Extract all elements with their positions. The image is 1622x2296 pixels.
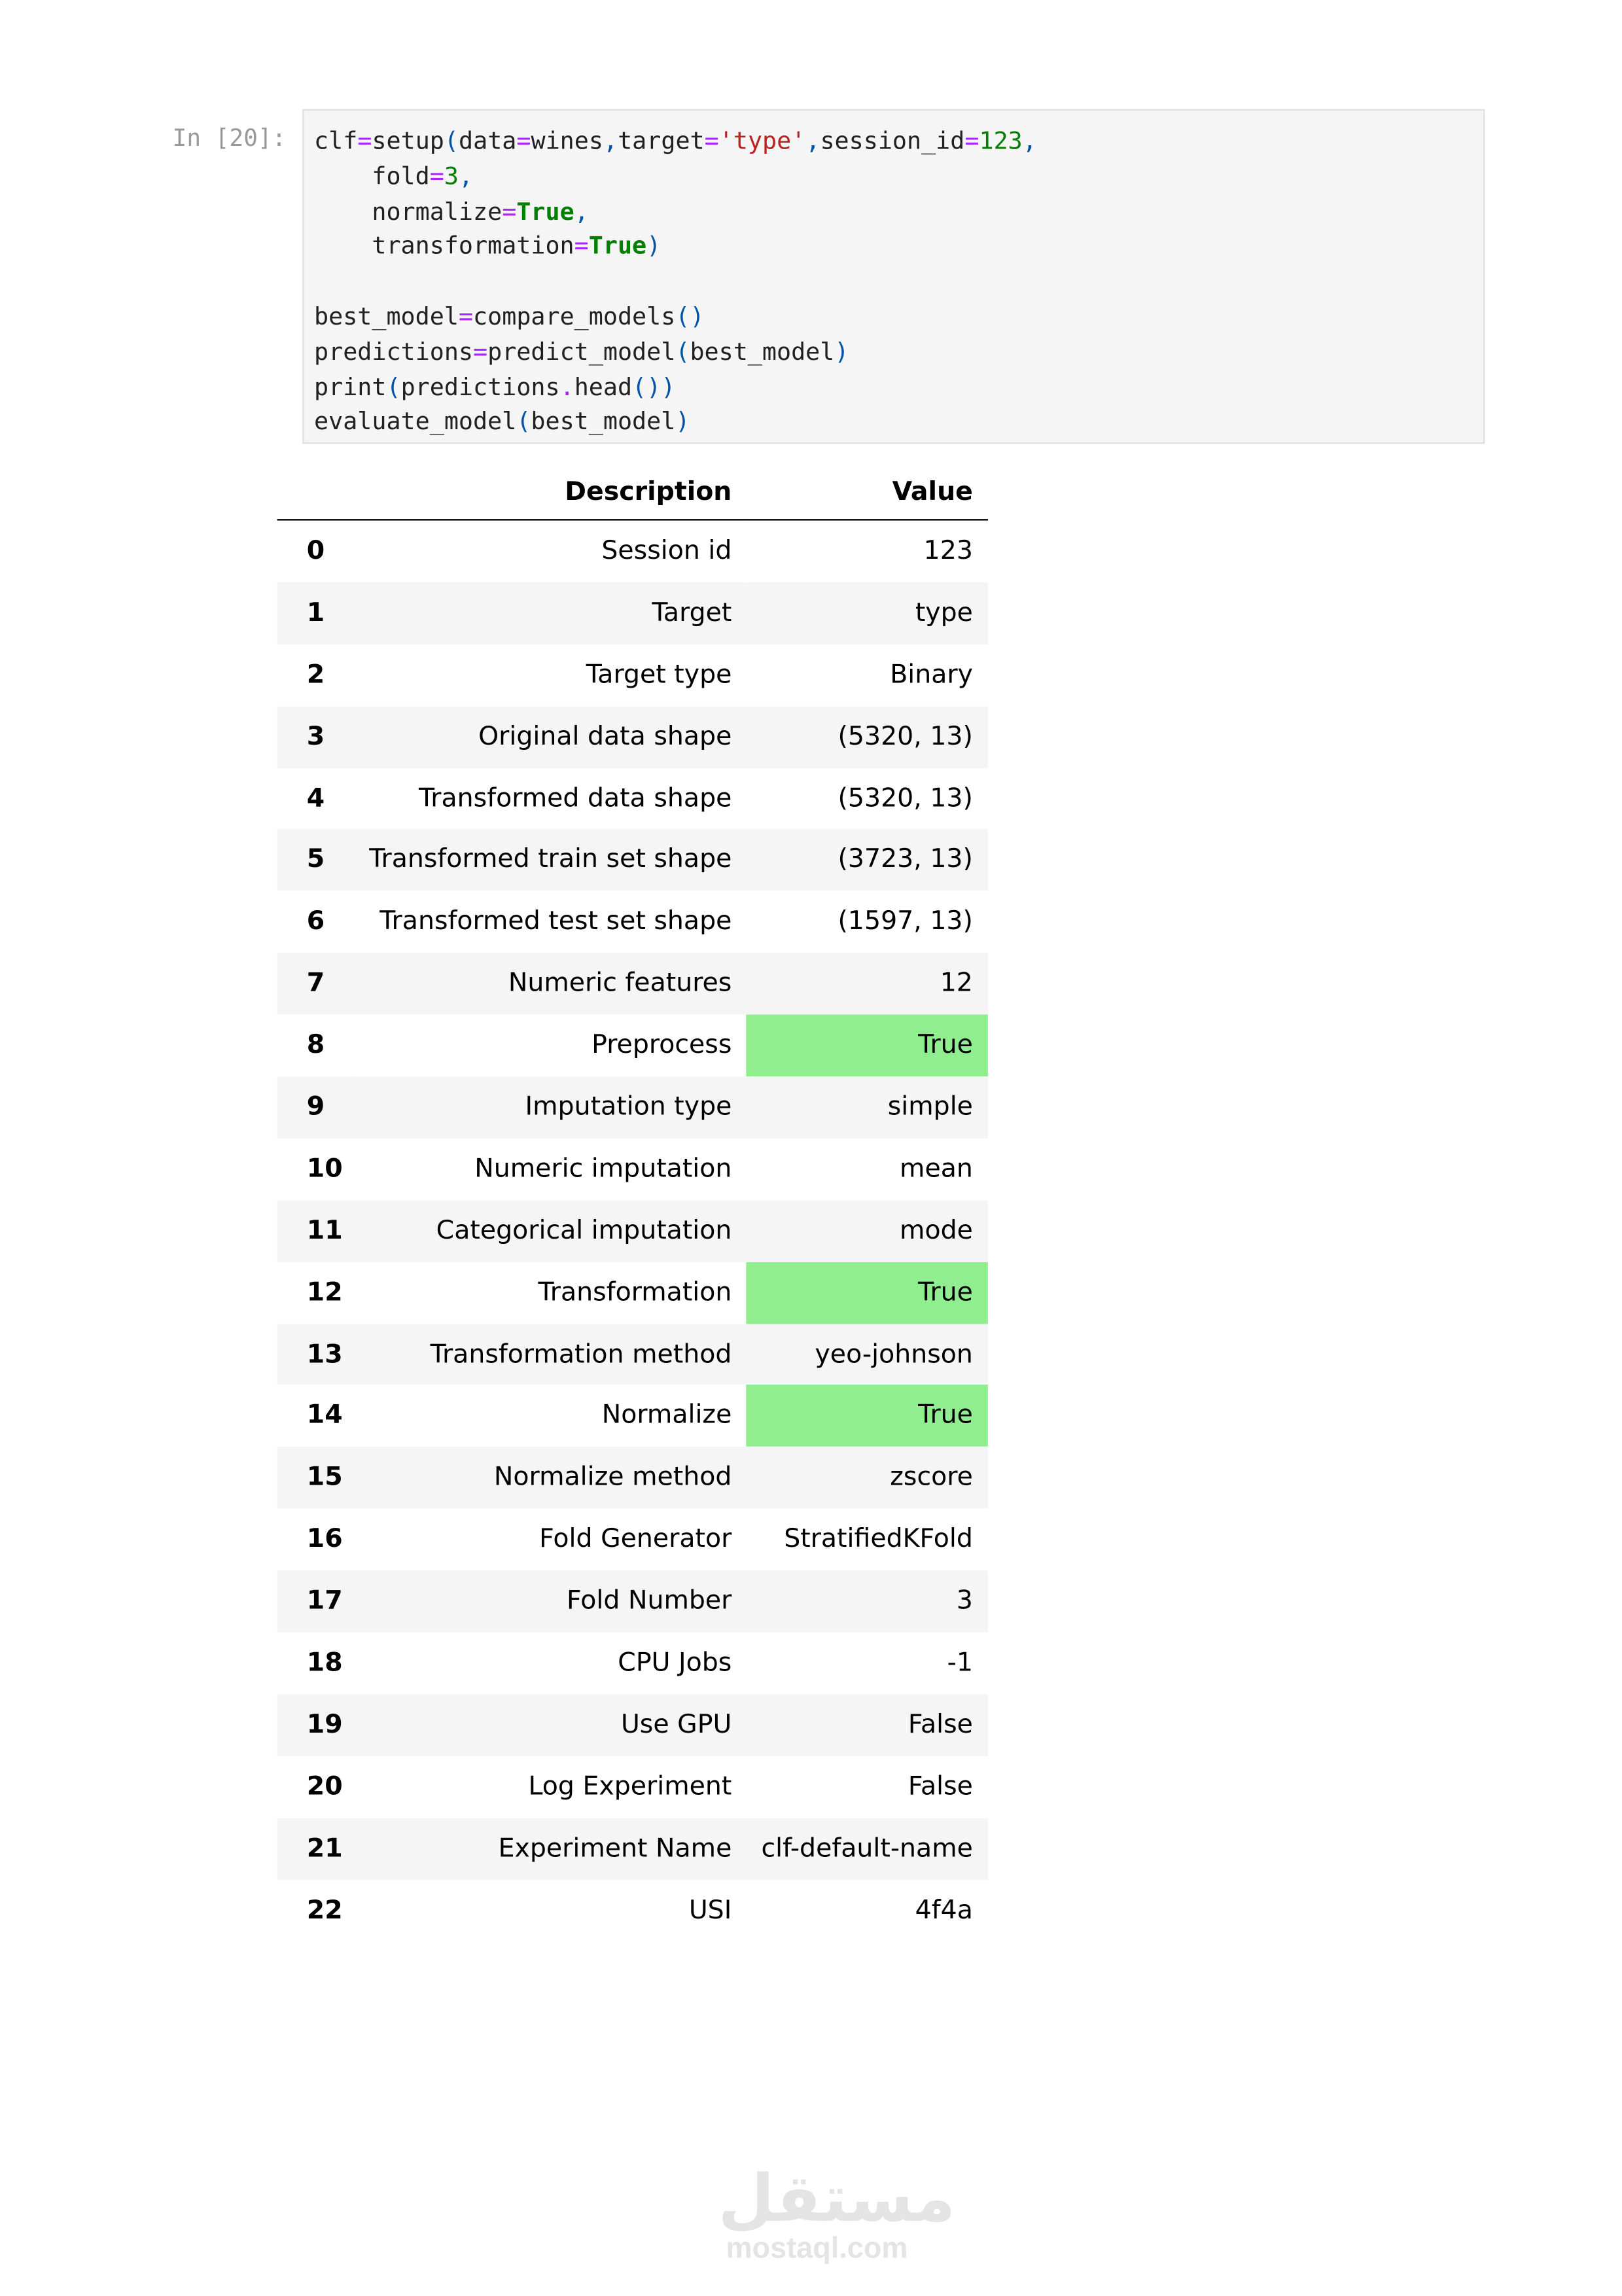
code-token: predictions <box>314 337 474 366</box>
row-description: Numeric imputation <box>474 1154 732 1184</box>
row-index: 16 <box>306 1525 343 1555</box>
table-row <box>277 1818 988 1879</box>
row-index: 1 <box>277 582 355 644</box>
code-token: , <box>458 162 474 190</box>
row-description: Fold Generator <box>539 1525 732 1555</box>
row-value: mean <box>900 1154 973 1184</box>
table-row <box>277 1076 988 1138</box>
watermark-text: mostaql.com <box>726 2232 908 2265</box>
header-index <box>277 466 355 520</box>
watermark-logo: مستقل <box>718 2161 956 2237</box>
row-value: 3 <box>747 1570 988 1632</box>
row-description: Preprocess <box>591 1031 732 1061</box>
row-value: True <box>747 1385 988 1447</box>
row-value: clf-default-name <box>747 1818 988 1879</box>
code-token: wines <box>531 126 603 155</box>
row-value: Binary <box>890 660 973 690</box>
code-token: = <box>502 197 517 225</box>
table-header-row <box>277 466 988 520</box>
row-value: mode <box>747 1200 988 1262</box>
row-description: Log Experiment <box>528 1772 732 1802</box>
table-row <box>277 1633 988 1694</box>
table-row <box>277 1570 988 1632</box>
row-value: (1597, 13) <box>837 907 973 937</box>
code-token: session_id <box>820 126 965 155</box>
code-token: 'type' <box>718 126 806 155</box>
code-token: clf <box>314 126 358 155</box>
row-index: 2 <box>306 660 325 690</box>
row-index: 20 <box>306 1772 343 1802</box>
row-index: 6 <box>306 907 325 937</box>
table-row <box>277 582 988 644</box>
code-token: predictions <box>400 372 560 401</box>
code-token: target <box>618 126 705 155</box>
row-index: 5 <box>277 830 355 891</box>
code-token: , <box>603 126 618 155</box>
row-description: Transformed train set shape <box>355 830 747 891</box>
code-editor[interactable] <box>314 124 1037 440</box>
table-row <box>277 644 988 705</box>
row-index: 0 <box>306 537 325 567</box>
code-token: = <box>516 126 531 155</box>
code-token: , <box>1022 126 1037 155</box>
code-token: ( <box>675 337 690 366</box>
row-description: USI <box>688 1896 732 1926</box>
code-token: = <box>357 126 372 155</box>
row-description: Numeric features <box>355 953 747 1014</box>
code-token: predict_model <box>487 337 676 366</box>
row-value: False <box>908 1772 973 1802</box>
code-token: = <box>429 162 444 190</box>
table-row <box>277 706 988 768</box>
table-row <box>277 1324 988 1385</box>
code-token: ) <box>675 407 690 436</box>
table-row <box>277 1447 988 1509</box>
row-description: Normalize <box>601 1401 732 1431</box>
code-token: = <box>964 126 979 155</box>
code-token: = <box>458 302 474 330</box>
code-token: ( <box>516 407 531 436</box>
code-token: ) <box>646 232 661 260</box>
row-description: Fold Number <box>355 1570 747 1632</box>
row-description: Session id <box>601 537 732 567</box>
row-value: True <box>747 1015 988 1076</box>
code-token: best_model <box>531 407 676 436</box>
row-value: type <box>747 582 988 644</box>
code-token: evaluate_model <box>314 407 517 436</box>
header-value: Value <box>747 466 988 520</box>
code-token: 123 <box>979 126 1023 155</box>
row-value: (5320, 13) <box>747 706 988 768</box>
row-index: 7 <box>277 953 355 1014</box>
table-row <box>277 953 988 1014</box>
row-description: Target type <box>586 660 732 690</box>
row-value: 4f4a <box>915 1896 973 1926</box>
row-value: zscore <box>747 1447 988 1509</box>
row-value: -1 <box>947 1648 973 1678</box>
code-token: () <box>675 302 705 330</box>
row-index: 4 <box>306 783 325 813</box>
row-description: CPU Jobs <box>618 1648 732 1678</box>
code-token: setup <box>372 126 444 155</box>
row-value: yeo-johnson <box>747 1324 988 1385</box>
code-token: ) <box>834 337 849 366</box>
row-index: 9 <box>277 1076 355 1138</box>
code-token: , <box>805 126 820 155</box>
row-value: 123 <box>923 537 973 567</box>
table-row <box>277 891 988 953</box>
code-token: = <box>704 126 719 155</box>
row-description: Use GPU <box>355 1694 747 1756</box>
table-row <box>277 1015 988 1076</box>
row-description: Target <box>355 582 747 644</box>
table-row <box>277 768 988 829</box>
row-description: Transformation method <box>355 1324 747 1385</box>
code-token: , <box>574 197 589 225</box>
row-index: 21 <box>277 1818 355 1879</box>
row-value: True <box>747 1262 988 1323</box>
row-index: 10 <box>306 1154 343 1184</box>
code-token: 3 <box>444 162 459 190</box>
code-token: . <box>559 372 574 401</box>
row-description: Experiment Name <box>355 1818 747 1879</box>
code-token: fold <box>314 162 430 190</box>
row-description: Categorical imputation <box>355 1200 747 1262</box>
table-row <box>277 1756 988 1818</box>
row-description: Transformed data shape <box>418 783 732 813</box>
row-description: Transformed test set shape <box>379 907 732 937</box>
setup-output-table <box>277 466 988 1941</box>
code-token: = <box>473 337 488 366</box>
row-index: 17 <box>277 1570 355 1632</box>
row-value: 12 <box>747 953 988 1014</box>
table-row <box>277 1139 988 1200</box>
row-value: StratifiedKFold <box>784 1525 973 1555</box>
code-token: True <box>516 197 574 225</box>
row-index: 18 <box>306 1648 343 1678</box>
code-token: compare_models <box>473 302 676 330</box>
code-token: ( <box>386 372 401 401</box>
code-token: data <box>459 126 517 155</box>
table-row <box>277 830 988 891</box>
row-value: (3723, 13) <box>747 830 988 891</box>
code-token: ( <box>444 126 459 155</box>
row-index: 12 <box>306 1278 343 1308</box>
mostaql-watermark <box>718 2161 956 2265</box>
row-index: 22 <box>306 1896 343 1926</box>
row-index: 3 <box>277 706 355 768</box>
cell-prompt: In [20]: <box>172 124 287 152</box>
row-description: Imputation type <box>355 1076 747 1138</box>
code-token: transformation <box>314 232 574 260</box>
row-value: (5320, 13) <box>837 783 973 813</box>
code-token: = <box>574 232 589 260</box>
row-value: simple <box>747 1076 988 1138</box>
code-token: ()) <box>632 372 676 401</box>
row-index: 13 <box>277 1324 355 1385</box>
code-token: print <box>314 372 387 401</box>
table-row <box>277 1385 988 1447</box>
row-value: False <box>747 1694 988 1756</box>
table-row <box>277 1509 988 1570</box>
row-description: Original data shape <box>355 706 747 768</box>
row-index: 19 <box>277 1694 355 1756</box>
table-row <box>277 1200 988 1262</box>
table-row <box>277 1262 988 1323</box>
row-description: Normalize method <box>355 1447 747 1509</box>
row-index: 8 <box>306 1031 325 1061</box>
row-index: 11 <box>277 1200 355 1262</box>
row-index: 14 <box>306 1401 343 1431</box>
code-token: best_model <box>690 337 835 366</box>
row-index: 15 <box>277 1447 355 1509</box>
table-row <box>277 1694 988 1756</box>
code-token: best_model <box>314 302 459 330</box>
code-token: head <box>574 372 633 401</box>
code-token: True <box>588 232 647 260</box>
code-token: normalize <box>314 197 502 225</box>
table-row <box>277 1879 988 1941</box>
table-row <box>277 520 988 582</box>
row-description: Transformation <box>538 1278 732 1308</box>
code-cell[interactable] <box>302 109 1485 444</box>
header-description: Description <box>355 466 747 520</box>
